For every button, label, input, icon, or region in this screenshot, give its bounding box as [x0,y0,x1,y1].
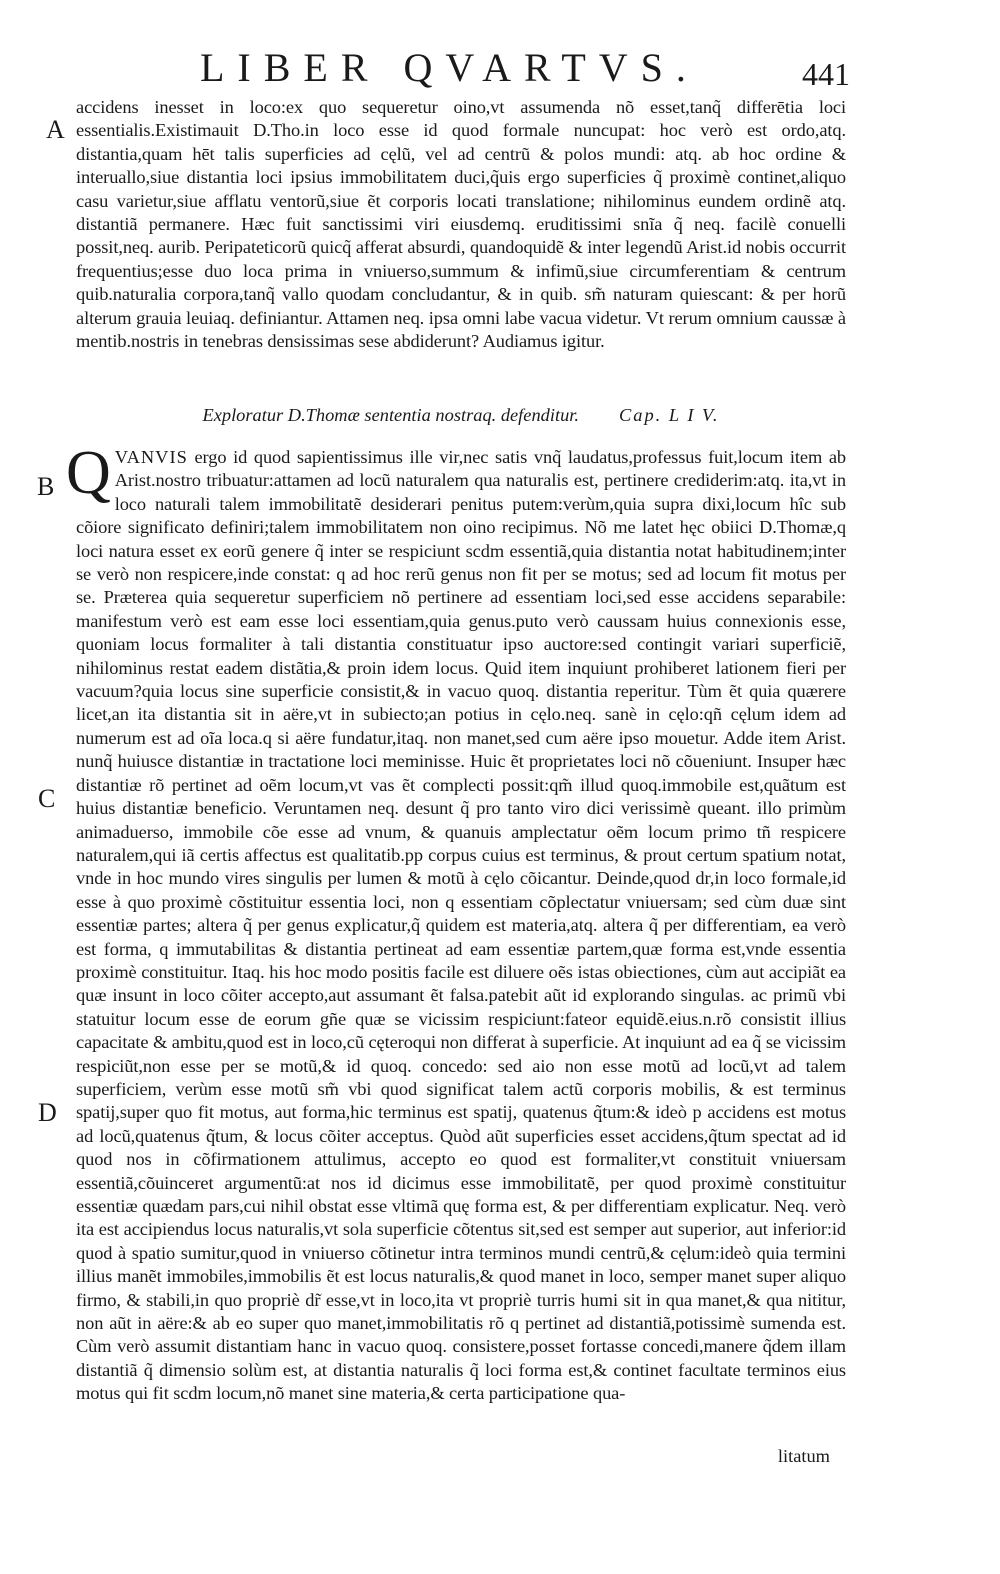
running-title: LIBER QVARTVS. [200,45,699,90]
main-paragraph [66,439,846,1406]
chapter-number: Cap. L I V. [618,405,720,425]
page-number: 441 [802,56,850,92]
lead-word: VANVIS [114,447,188,467]
catchword: litatum [777,1446,830,1466]
chapter-heading [76,403,846,427]
margin-letter-c: C [38,784,56,813]
page-header [0,40,1000,96]
main-paragraph-text: ergo id quod sapientissimus ille vir,nec satis vnq̃ laudatus,professus fuit,locum item ab Arist.nostro tribuatur:attamen ad locũ naturalem qua naturalis est, pertinere crediderim:atq. ita,vt in loco naturali talem immobilitatẽ desiderari penitus putem:verùm,quia supra dixi,locum hîc sub cõiore significato definiri;talem immobilitatem non oino recipimus. Nõ me latet hęc obiici D.Thomæ,q loci natura esset ex eorũ genere q̃ inter se respiciunt scdm essentiã,quia distantia notat habitudinem;inter se verò non respicere,inde constat: q ad hoc rerũ genus non fit per se motus; sed ad locum fit motus per se. Præterea quia sequeretur superficiem nõ pertinere ad essentiam loci,sed esse accidens separabile: manifestum verò est eam esse loci essentiam,quia genus.puto verò caussam huius connexionis esse, quoniam locus formaliter à tali distantia constituatur ipso auctore:sed contingit variari superficiẽ, nihilominus restat eadem distãtia,& proin idem locus. Quid item inquiunt prohiberet lationem fieri per vacuum?quia locus sine superficie consistit,& in vacuo quoq. distantia reperitur. Tùm ẽt quia quærere licet,an ita distantia sit in aëre,vt in subiecto;an potius in cęlo.neq. sanè in cęlo:qñ cęlum idem ad numerum est ad oĩa loca.q si aëre fundatur,itaq. non manet,sed cum aëre ipso mouetur. Adde item Arist. nunq̃ huiusce distantiæ in tractatione loci meminisse. Huic ẽt proprietates loci nõ cõueniunt. Insuper hæc distantiæ rõ pertinet ad oẽm locum,vt vas ẽt complecti possit:qm̃ illud quoq.immobile est,quãtum est huius distantiæ beneficio. Veruntamen neq. desunt q̃ pro tanto viro dici verissimè queant. illo primùm animaduerso, immobile cõe esse ad vnum, & quanuis amplectatur oẽm locum primo tñ respicere naturalem,qui iã certis affectus est qualitatib.pp corpus cuius est terminus, & prout certum spatium notat, vnde in hoc mundo vires singulis per lumen & motũ à cęlo cõicantur. Deinde,quod dr,in loco formale,id esse à quo proximè cõstituitur essentia loci, non q essentiam cõplectatur vniuersam; sed cùm duæ sint essentiæ partes; altera q̃ per genus explicatur,q̃ quidem est materia,atq. altera q̃ per differentiam, ea verò est forma, q immutabilitas & distantia pertineat ad eam essentiæ partem,quæ forma est,vnde essentia proximè constituitur. Itaq. his hoc modo positis facile est diluere oẽs istas obiectiones, cùm aut accipiãt ea quæ insunt in loco cõiter accepto,aut assumant ẽt falsa.patebit aũt id explorando singulas. ac primũ vbi statuitur locum esse de eorum gñe quæ se vicissim respiciunt:fateor equidẽ.eius.n.rõ consistit illius capacitate & ambitu,quod est in loco,cũ cęteroqui non differat à superficie. At inquiunt ad ea q̃ se vicissim respiciũt,non esse per se motũ,& id quoq. concedo: sed aio non esse motũ ad locũ,vt ad talem superficiem, verùm esse motũ sm̃ vbi quod significat talem actũ corporis mobilis, & est terminus spatij,super quo fit motus, aut forma,hic terminus est spatij, quatenus q̃tum:& ideò p accidens est motus ad locũ,quatenus q̃tum, & locus cõiter acceptus. Quòd aũt superficies esset accidens,q̃tum spectat ad id quod nos in cõfirmationem attulimus, accepto eo quod est formaliter,vt constituit vniuersam essentiã,cõuinceret argumentũ:at nos id dicimus esse immobilitatẽ, per quod proximè constituitur essentiæ quædam pars,cui nihil obstat esse vltimã quę forma est, & per differentiam explicatur. Neq. verò ita est accipiendus locus naturalis,vt sola superficie cõtentus sit,sed est semper aut superior, aut inferior:id quod à spatio sumitur,quod in vniuerso cõtinetur intra terminos mundi centrũ,& cęlum:ideò quia termini illius manẽt immobiles,immobilis ẽt est locus naturalis,& quod manet in loco, semper manet super aliquo firmo, & stabili,in quo propriè dr̃ esse,vt in loco,ita vt propriè turris humi sit in qua manet,& qua nititur, non aũt in aëre:& ab eo super quo manet,immobilitatis rõ q pertinet ad distantiã,potissimè sumenda est. Cùm verò assumit distantiam hanc in vacuo quoq. consistere,posset fortasse concedi,manere q̃dem illam distantiã q̃ dimensio solùm est, at distantia naturalis q̃ loci forma est,& continet facultate terminos eius motus qui fit scdm locum,nõ manet sine materia,& certa participatione qua- [76,447,846,1404]
top-paragraph-text: accidens inesset in loco:ex quo sequeretur oino,vt assumenda nõ esset,tanq̃ differētia loci essentialis.Existimauit D.Tho.in loco esse id quod formale nuncupat: hoc verò est ordo,atq. distantia,quam hēt talis superficies ad cęlũ, vel ad centrũ & polos mundi: atq. ab hoc ordine & interuallo,siue distantia loci ipsius immobilitatem duci,q̃uis ergo superficies q̃ proximè continet,aliquo casu varietur,siue afflatu ventorũ,siue ẽt corporis locati translatione; nihilominus eundem ordinẽ atq. distantiã permanere. Hæc fuit sanctissimi viri eiusdemq. eruditissimi snĩa q̃ neq. facilè conuelli possit,neq. aurib. Peripateticorũ quicq̃ afferat absurdi, quandoquidẽ & inter legendũ Arist.id nobis occurrit frequentius;esse duo loca prima in vniuerso,summum & infimũ,siue circumferentiam & centrum quib.naturalia corpora,tanq̃ vallo quodam concludantur, & in quib. sm̃ naturam quiescant: & per horũ alterum grauia leuiaq. definiantur. Attamen neq. ipsa omni labe vacua videtur. Vt rerum omnium caussæ à mentib.nostris in tenebras densissimas sese abdiderunt? Audiamus igitur. [76,97,846,352]
margin-letter-b: B [37,472,55,501]
margin-letter-d: D [38,1098,57,1127]
top-paragraph [76,96,846,353]
drop-cap: Q [66,439,111,507]
margin-letter-a: A [46,115,65,144]
chapter-title: Exploratur D.Thomæ sententia nostraq. defenditur. [202,405,579,425]
